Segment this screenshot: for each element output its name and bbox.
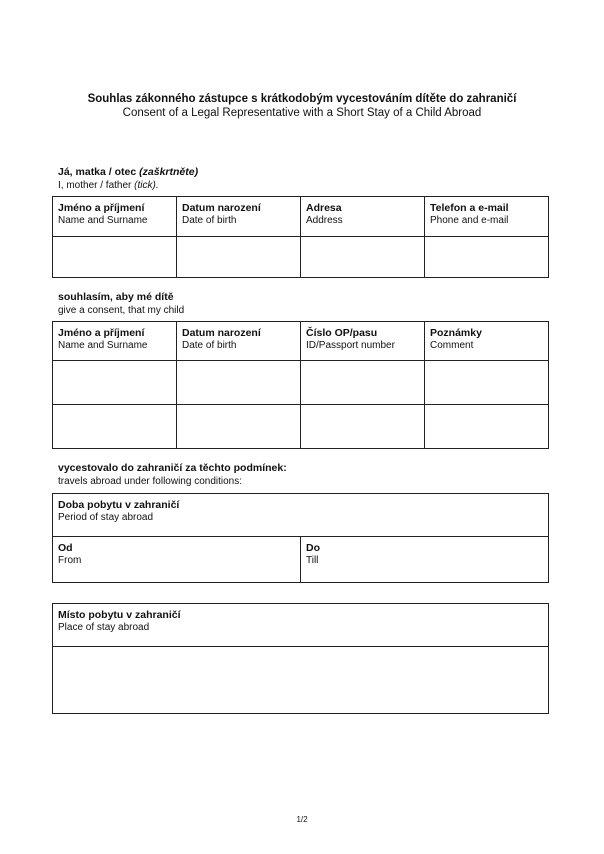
input-cell-birthdate[interactable] [177,361,301,405]
stay-place-input[interactable] [53,647,548,713]
input-cell-comment[interactable] [425,361,549,405]
section1-label-english: I, mother / father (tick). [58,180,159,191]
table-row [53,405,549,449]
input-cell-name[interactable] [53,361,177,405]
table-header-row [53,197,549,237]
title-czech: Souhlas zákonného zástupce s krátkodobým vycestováním dítěte do zahraničí [87,93,517,105]
column-header: Číslo OP/pasu ID/Passport number [301,322,425,361]
section2-label-english: give a consent, that my child [58,305,185,316]
table-header-row [53,322,549,361]
input-cell-birthdate[interactable] [177,237,301,278]
section3-label-english: travels abroad under following conditions: [58,476,242,487]
stay-period-dates [53,537,548,582]
stay-place-header: Místo pobytu v zahraničí Place of stay abroad [53,609,548,647]
stay-place-box [52,603,549,714]
stay-period-header: Doba pobytu v zahraničí Period of stay abroad [53,499,548,537]
table-row [53,237,549,278]
input-cell-address[interactable] [301,237,425,278]
input-cell-id-number[interactable] [301,405,425,449]
from-date-field[interactable]: Od From [58,542,82,566]
column-header: Poznámky Comment [425,322,549,361]
input-cell-comment[interactable] [425,405,549,449]
child-table [52,321,549,449]
column-header: Telefon a e-mail Phone and e-mail [425,197,549,237]
column-header: Jméno a příjmení Name and Surname [53,322,177,361]
table-row [53,361,549,405]
input-cell-name[interactable] [53,405,177,449]
title-english: Consent of a Legal Representative with a Short Stay of a Child Abroad [122,107,482,119]
column-header: Datum narození Date of birth [177,322,301,361]
section3-label-czech: vycestovalo do zahraničí za těchto podmínek: [58,462,287,474]
section1-label-czech: Já, matka / otec (zaškrtněte) [58,166,199,178]
input-cell-phone-email[interactable] [425,237,549,278]
column-header: Jméno a příjmení Name and Surname [53,197,177,237]
input-cell-name[interactable] [53,237,177,278]
column-header: Datum narození Date of birth [177,197,301,237]
stay-period-box [52,493,549,583]
input-cell-id-number[interactable] [301,361,425,405]
parent-table [52,196,549,278]
page-number: 1/2 [296,815,308,824]
section2-label-czech: souhlasím, aby mé dítě [58,291,174,303]
till-date-field[interactable]: Do Till [300,537,548,582]
column-header: Adresa Address [301,197,425,237]
input-cell-birthdate[interactable] [177,405,301,449]
